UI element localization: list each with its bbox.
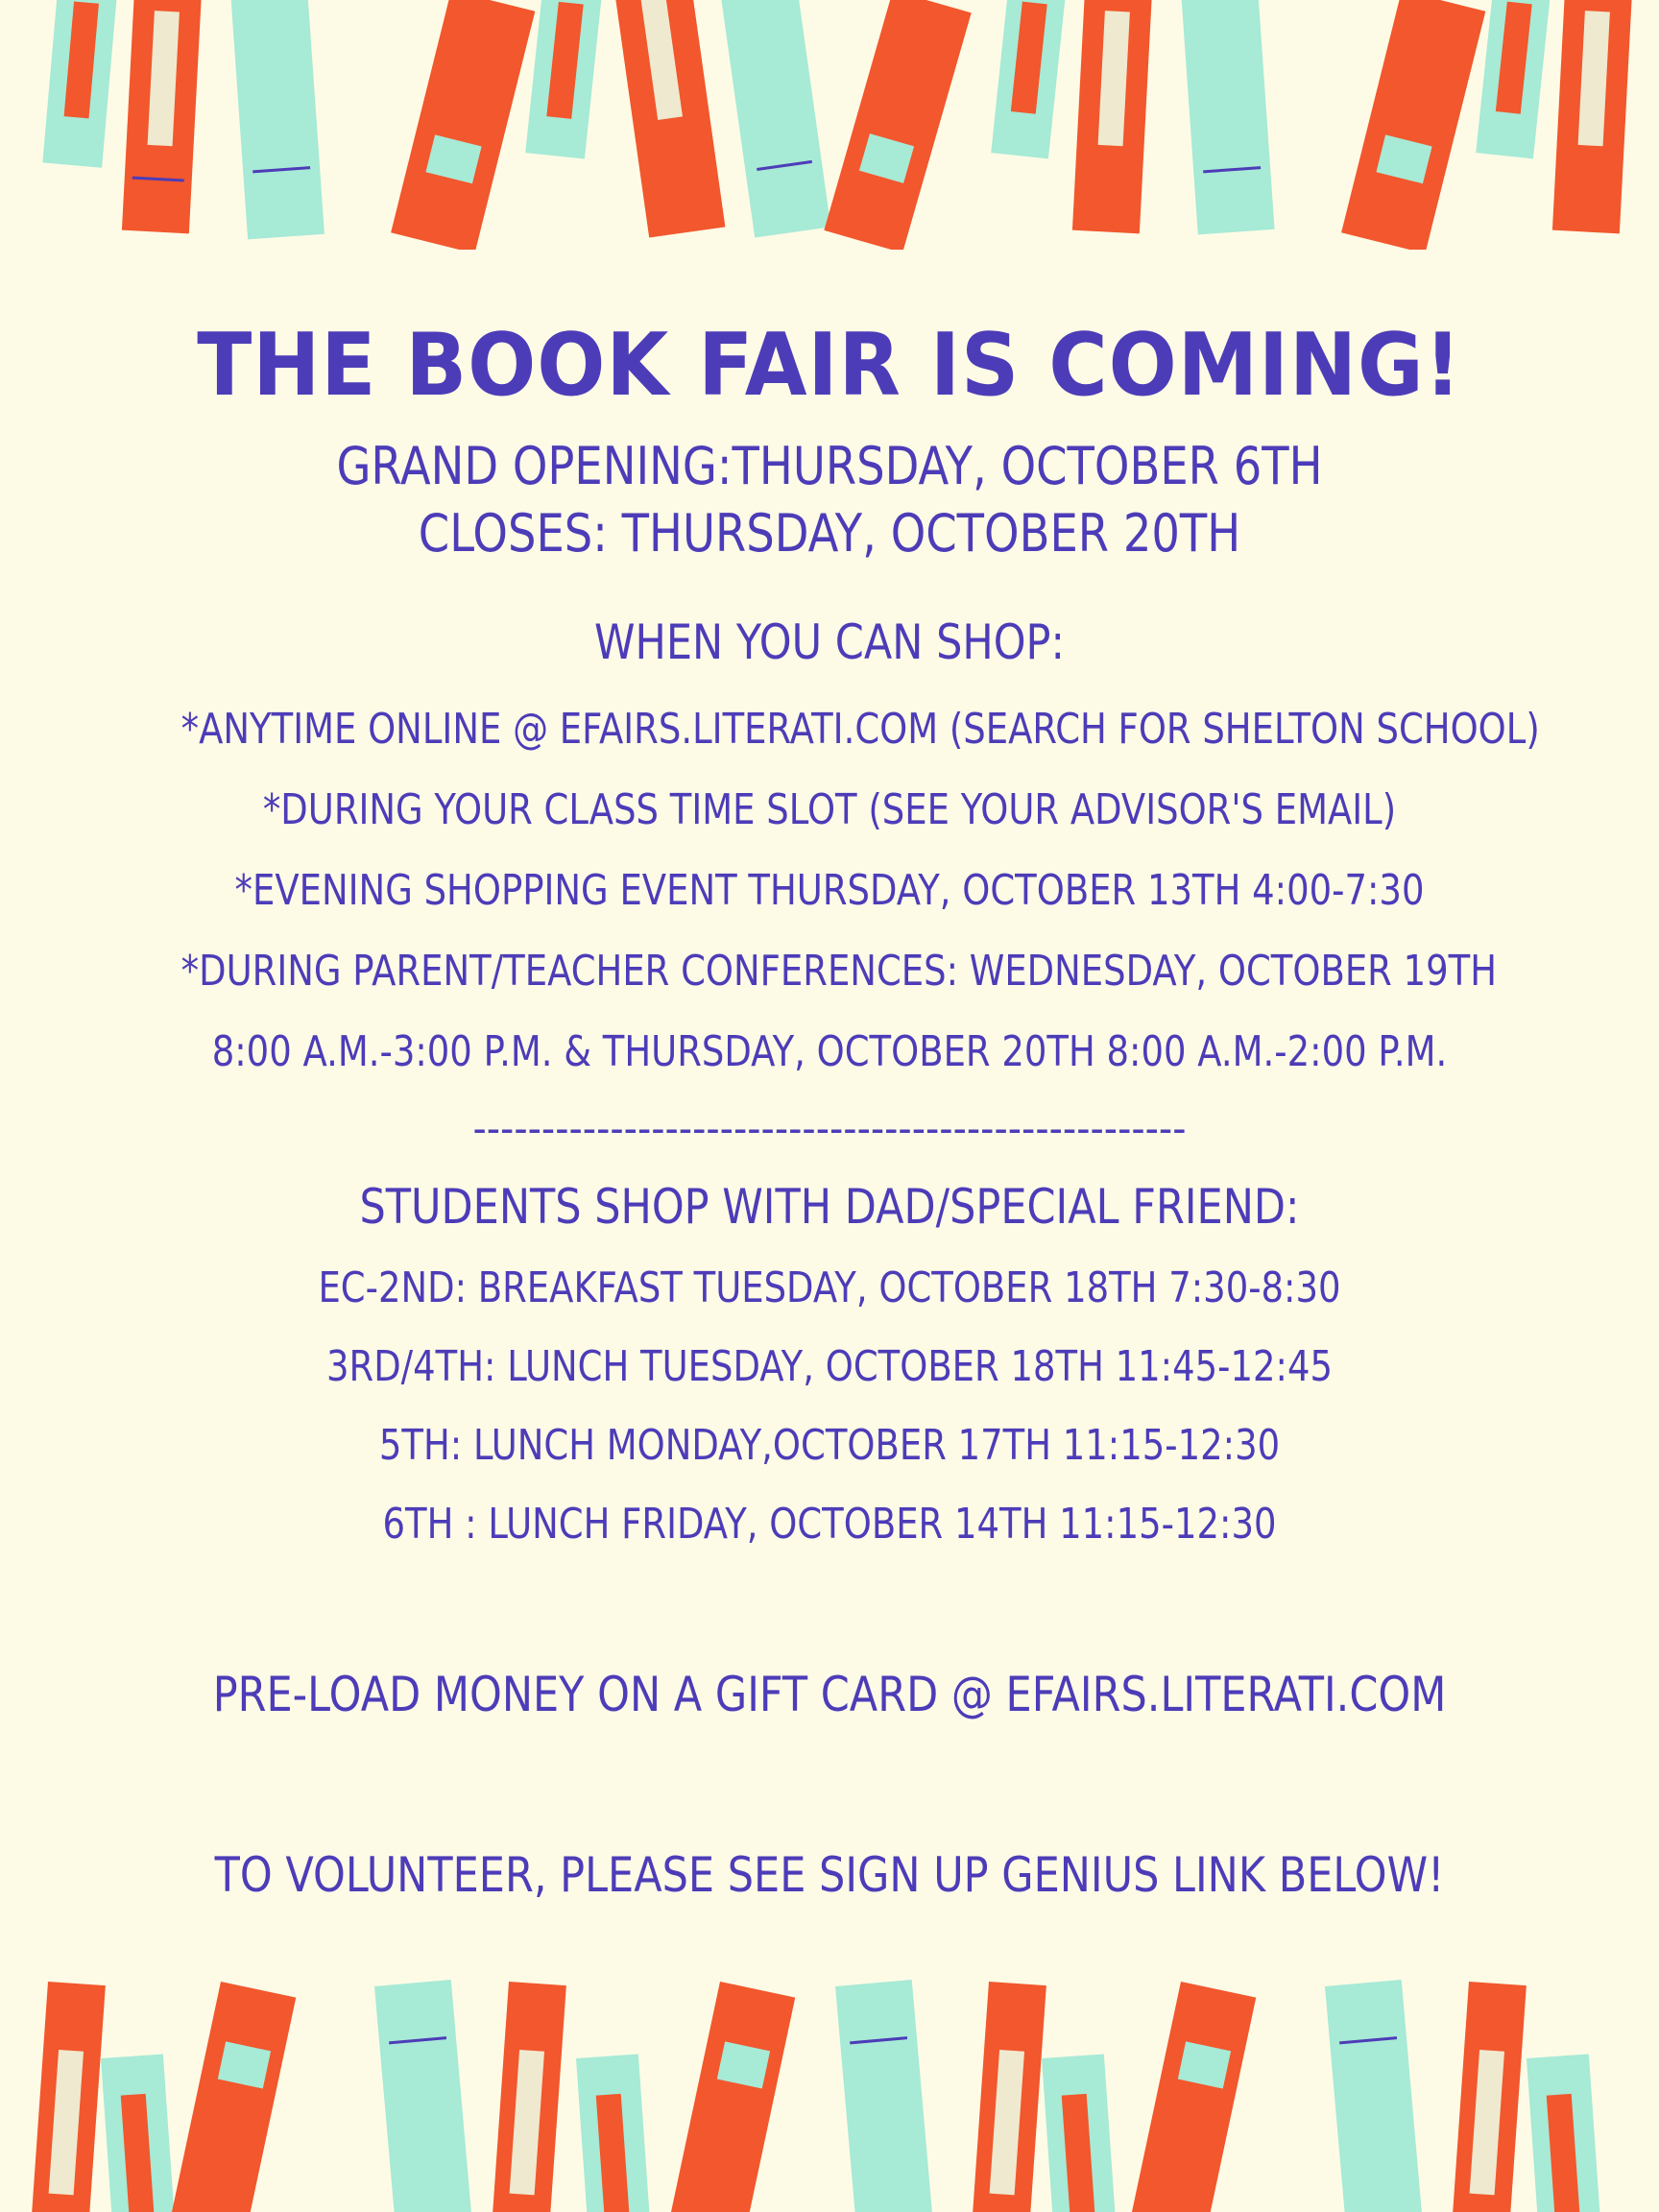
dad-special-friend-heading: STUDENTS SHOP WITH DAD/SPECIAL FRIEND:	[359, 1179, 1300, 1235]
volunteer-note: TO VOLUNTEER, PLEASE SEE SIGN UP GENIUS LINK BELOW!	[214, 1847, 1445, 1903]
flyer-title: THE BOOK FAIR IS COMING!	[197, 315, 1462, 416]
dashed-divider: ----------------------------------------------------	[472, 1104, 1187, 1153]
gift-card-note: PRE-LOAD MONEY ON A GIFT CARD @ EFAIRS.LITERATI.COM	[212, 1667, 1447, 1722]
grand-opening-date: GRAND OPENING:THURSDAY, OCTOBER 6TH	[336, 436, 1323, 496]
closing-date: CLOSES: THURSDAY, OCTOBER 20TH	[418, 503, 1241, 564]
grade-shop-time: EC-2ND: BREAKFAST TUESDAY, OCTOBER 18TH 7:30-8:30	[318, 1263, 1341, 1312]
grade-shop-time: 5TH: LUNCH MONDAY,OCTOBER 17TH 11:15-12:30	[378, 1421, 1281, 1470]
shop-time-item: *ANYTIME ONLINE @ EFAIRS.LITERATI.COM (SEARCH FOR SHELTON SCHOOL)	[180, 705, 1540, 754]
shop-time-item: *EVENING SHOPPING EVENT THURSDAY, OCTOBER 13TH 4:00-7:30	[234, 866, 1425, 915]
shop-time-item: *DURING PARENT/TEACHER CONFERENCES: WEDNESDAY, OCTOBER 19TH	[180, 947, 1497, 996]
shop-time-item: *DURING YOUR CLASS TIME SLOT (SEE YOUR ADVISOR'S EMAIL)	[262, 785, 1397, 834]
when-you-can-shop-heading: WHEN YOU CAN SHOP:	[594, 614, 1065, 670]
grade-shop-time: 6TH : LUNCH FRIDAY, OCTOBER 14TH 11:15-12:30	[382, 1500, 1277, 1549]
shop-time-item: 8:00 A.M.-3:00 P.M. & THURSDAY, OCTOBER 20TH 8:00 A.M.-2:00 P.M.	[211, 1027, 1448, 1076]
grade-shop-time: 3RD/4TH: LUNCH TUESDAY, OCTOBER 18TH 11:45-12:45	[326, 1342, 1333, 1391]
